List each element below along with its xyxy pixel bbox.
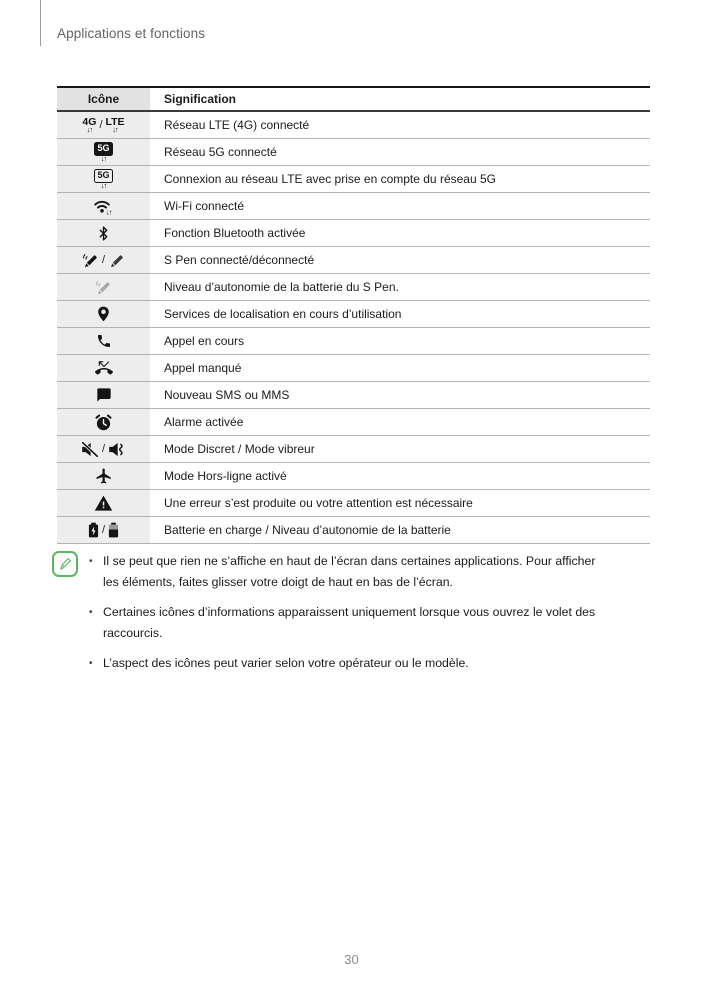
icon-meaning: Appel en cours xyxy=(164,334,245,348)
icon-meaning: Connexion au réseau LTE avec prise en compte du réseau 5G xyxy=(164,172,496,186)
icon-meaning: Appel manqué xyxy=(164,361,242,375)
note-section xyxy=(52,551,613,683)
icon-cell xyxy=(57,193,150,219)
note-item xyxy=(89,653,613,674)
icon-cell xyxy=(57,247,150,273)
page-number: 30 xyxy=(344,952,359,967)
svg-text:↓↑: ↓↑ xyxy=(106,207,112,215)
note-item xyxy=(89,602,613,644)
network-5g-icon: 5G ↓↑ xyxy=(94,142,113,163)
icon-meaning: Réseau 5G connecté xyxy=(164,145,277,159)
icon-meaning: Une erreur s’est produite ou votre attention est nécessaire xyxy=(164,496,473,510)
column-header-signification: Signification xyxy=(164,92,236,106)
bluetooth-icon xyxy=(98,226,109,241)
icon-cell xyxy=(57,301,150,327)
table-row xyxy=(57,247,650,274)
icon-meaning: Alarme activée xyxy=(164,415,244,429)
table-row xyxy=(57,436,650,463)
icon-meaning: Fonction Bluetooth activée xyxy=(164,226,306,240)
location-icon xyxy=(97,306,110,322)
note-text: Il se peut que rien ne s’affiche en haut de l’écran dans certaines applications. Pour afficher les éléments, faites glisser votre doigt de haut en bas de l’écran. xyxy=(103,554,596,589)
table-row xyxy=(57,517,650,544)
icon-cell xyxy=(57,436,150,462)
warning-icon xyxy=(94,494,113,513)
table-row xyxy=(57,112,650,139)
icon-meaning: Mode Discret / Mode vibreur xyxy=(164,442,315,456)
bullet-dot: • xyxy=(89,658,93,669)
battery-charging-icon xyxy=(88,522,99,538)
alarm-icon xyxy=(95,414,112,431)
icon-meaning: S Pen connecté/déconnecté xyxy=(164,253,315,267)
icon-cell xyxy=(57,139,150,165)
icon-cell xyxy=(57,166,150,192)
header-rule xyxy=(40,0,41,46)
table-row xyxy=(57,355,650,382)
icon-cell xyxy=(57,463,150,489)
icon-cell xyxy=(57,517,150,543)
bullet-dot: • xyxy=(89,556,93,567)
icon-cell xyxy=(57,274,150,300)
icon-separator: / xyxy=(99,118,103,131)
icon-cell xyxy=(57,409,150,435)
table-row xyxy=(57,328,650,355)
s-pen-connected-icon xyxy=(82,253,99,268)
table-row xyxy=(57,220,650,247)
icon-meaning: Niveau d’autonomie de la batterie du S Pen. xyxy=(164,280,399,294)
table-row xyxy=(57,166,650,193)
icon-cell xyxy=(57,355,150,381)
airplane-icon xyxy=(95,467,113,485)
note-item xyxy=(89,551,613,593)
table-body xyxy=(57,112,650,544)
icon-meaning: Réseau LTE (4G) connecté xyxy=(164,118,310,132)
icon-separator: / xyxy=(101,253,106,266)
call-icon xyxy=(96,333,112,349)
table-header-row xyxy=(57,88,650,112)
icon-separator: / xyxy=(101,523,106,536)
icon-cell xyxy=(57,382,150,408)
mute-icon xyxy=(81,442,99,457)
note-pencil-icon xyxy=(52,551,78,577)
icon-cell xyxy=(57,220,150,246)
s-pen-disconnected-icon xyxy=(108,253,125,268)
icon-separator: / xyxy=(101,442,106,455)
network-5g-lte-icon: 5G ↓↑ xyxy=(94,169,113,190)
icon-meaning: Mode Hors-ligne activé xyxy=(164,469,287,483)
bullet-dot: • xyxy=(89,607,93,618)
network-4g-icon: 4G ↓↑ xyxy=(82,115,97,134)
icon-meaning: Wi-Fi connecté xyxy=(164,199,245,213)
network-lte-icon: LTE ↓↑ xyxy=(105,115,125,134)
table-row xyxy=(57,193,650,220)
table-row xyxy=(57,274,650,301)
table-row xyxy=(57,301,650,328)
table-row xyxy=(57,382,650,409)
icon-cell xyxy=(57,490,150,516)
note-text: Certaines icônes d’informations apparaissent uniquement lorsque vous ouvrez le volet des raccourcis. xyxy=(103,605,596,640)
note-text: L’aspect des icônes peut varier selon votre opérateur ou le modèle. xyxy=(103,656,469,670)
page-title: Applications et fonctions xyxy=(57,26,206,41)
battery-level-icon xyxy=(108,522,119,538)
table-row xyxy=(57,139,650,166)
message-icon xyxy=(96,387,112,403)
icon-meaning: Batterie en charge / Niveau d’autonomie de la batterie xyxy=(164,523,451,537)
vibrate-icon xyxy=(108,442,126,457)
icon-meaning: Services de localisation en cours d’utilisation xyxy=(164,307,402,321)
icon-cell xyxy=(57,112,150,138)
icon-cell xyxy=(57,328,150,354)
note-items xyxy=(89,551,613,683)
missed-call-icon xyxy=(95,359,113,377)
s-pen-battery-icon xyxy=(95,280,112,295)
icon-table xyxy=(57,86,650,544)
column-header-icone: Icône xyxy=(57,88,150,110)
wifi-icon xyxy=(93,197,114,215)
table-row xyxy=(57,490,650,517)
table-row xyxy=(57,409,650,436)
icon-meaning: Nouveau SMS ou MMS xyxy=(164,388,290,402)
table-row xyxy=(57,463,650,490)
